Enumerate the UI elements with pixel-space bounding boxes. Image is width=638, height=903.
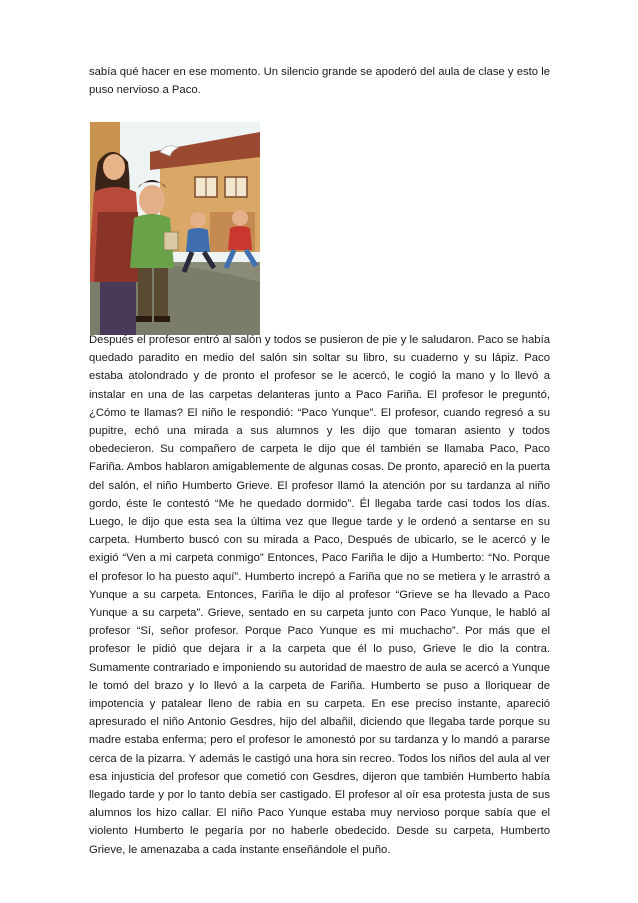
paragraph-intro: sabía qué hacer en ese momento. Un silencio grande se apoderó del aula de clase y esto le puso nervioso a Paco. (89, 66, 550, 97)
story-illustration (90, 122, 260, 335)
paragraph-main: Después el profesor entró al salón y todos se pusieron de pie y le saludaron. Paco se había quedado paradito en medio del salón sin soltar su libro, su cuaderno y su lápiz. Paco estaba atolondrado y de pronto el profesor se le acercó, le cogió la mano y lo llevó a instalar en una de las carpetas delanteras junto a Paco Fariña. El profesor le preguntó, ¿Cómo te llamas? El niño le respondió: “Paco Yunque”. El profesor, cuando regresó a su pupitre, echó una mirada a sus alumnos y les dijo que tomaran asiento y todos obedecieron. Su compañero de carpeta le dijo que él también se llamaba Paco, Paco Fariña. Ambos hablaron amigablemente de algunas cosas. De pronto, apareció en la puerta del salón, el niño Humberto Grieve. El profesor llamó la atención por su tardanza al niño gordo, éste le contestó “Me he quedado dormido”. Él llegaba tarde casi todos los días. Luego, le dijo que esta sea la última vez que llegue tarde y le ordenó a sentarse en su carpeta. Humberto buscó con su mirada a Paco, Después de ubicarlo, se le acercó y le exigió “Ven a mi carpeta conmigo” Entonces, Paco Fariña le dijo a Humberto: “No. Porque el profesor lo ha puesto aquí”. Humberto increpó a Fariña que no se metiera y le arrastró a Yunque a su carpeta. Entonces, Fariña le dijo al profesor “Grieve se ha llevado a Paco Yunque a su carpeta”. Grieve, sentado en su carpeta junto con Paco Yunque, le habló al profesor “Sí, señor profesor. Porque Paco Yunque es mi muchacho”. Por más que el profesor le pidió que dejara ir a la carpeta que él lo puso, Grieve le dio la contra. Sumamente contrariado e imponiendo su autoridad de maestro de aula se acercó a Yunque le tomó del brazo y lo llevó a la carpeta de Fariña. Humberto se puso a lloriquear de impotencia y patalear lleno de rabia en su carpeta. En ese preciso instante, apareció apresurado el niño Antonio Gesdres, hijo del albañil, diciendo que llegaba tarde porque su madre estaba enferma; pero el profesor le amonestó por su tardanza y lo mandó a pararse cerca de la pizarra. Y además le castigó una hora sin recreo. Todos los niños del aula al ver esa injusticia del profesor que cometió con Gesdres, dijeron que también Humberto había llegado tarde y por lo tanto debía ser castigado. El profesor al oír esa protesta justa de sus alumnos los hizo callar. El niño Paco Yunque estaba muy nervioso porque sabía que el violento Humberto le pegaría por no haberle obedecido. Desde su carpeta, Humberto Grieve, le amenazaba a cada instante enseñándole el puño. (89, 334, 550, 856)
